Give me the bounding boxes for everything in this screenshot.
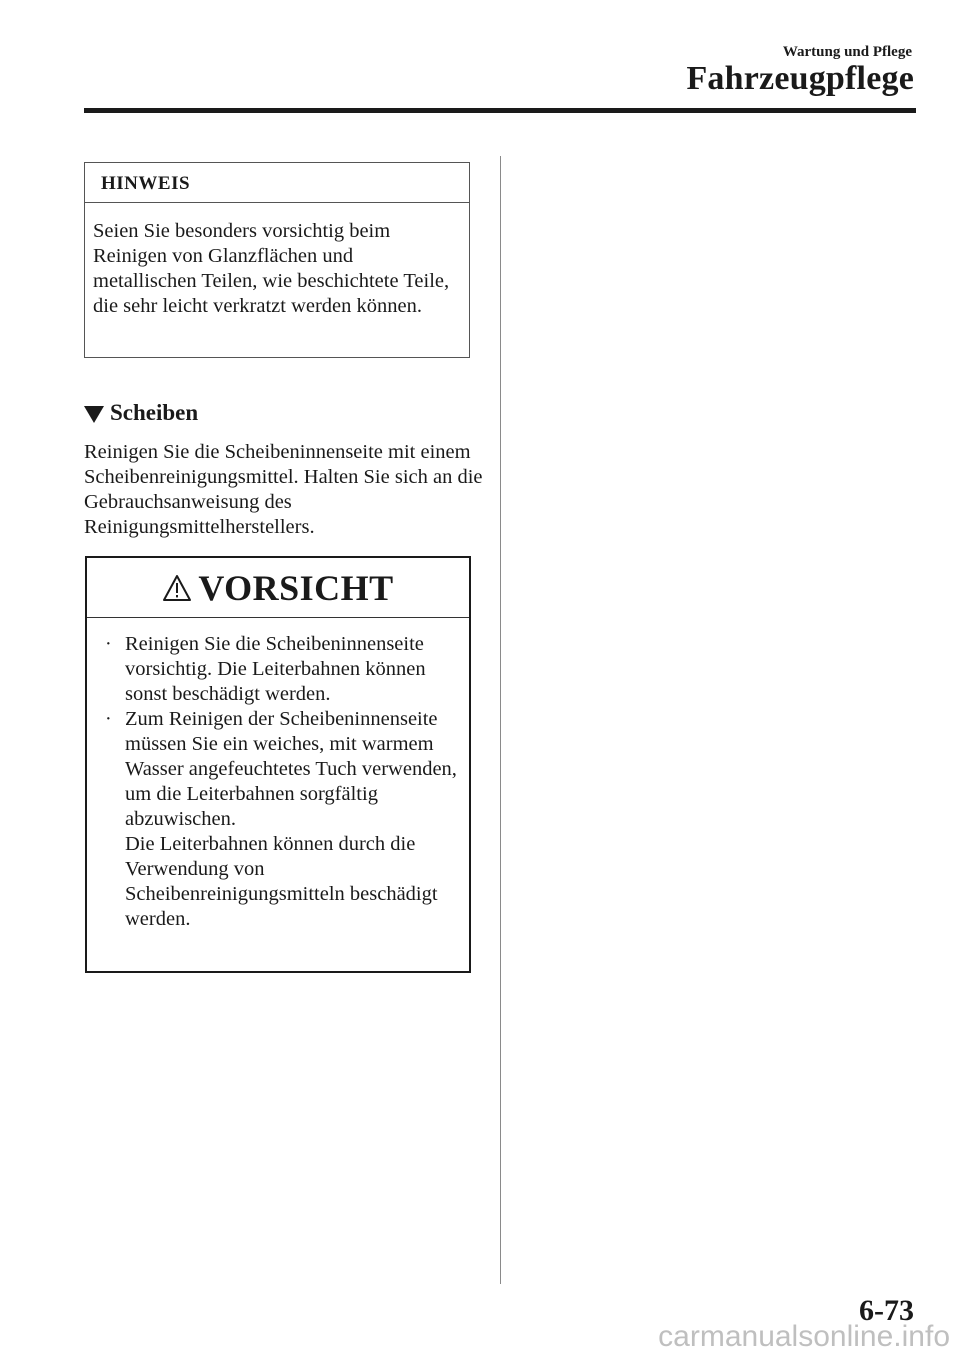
bullet-icon: · xyxy=(105,633,112,655)
caution-item xyxy=(103,632,461,707)
watermark: carmanualsonline.info xyxy=(658,1320,950,1353)
caution-list xyxy=(87,618,469,932)
caution-item-text: Zum Reinigen der Scheibeninnenseite müssen Sie ein weiches, mit warmem Wasser angefeuchtetes Tuch verwenden, um die Leiterbahnen sorgfältig abzuwischen. xyxy=(125,708,457,830)
note-label: HINWEIS xyxy=(85,163,469,203)
section-body: Reinigen Sie die Scheibeninnenseite mit einem Scheibenreinigungsmittel. Halten Sie sich an die Gebrauchsanweisung des Reinigungsmittelherstellers. xyxy=(84,441,483,538)
caution-title: VORSICHT xyxy=(198,567,394,608)
section-heading-text: Scheiben xyxy=(110,400,199,425)
section-heading xyxy=(84,400,198,426)
column-divider xyxy=(500,156,501,1284)
page-number: 6-73 xyxy=(859,1294,914,1327)
bullet-icon: · xyxy=(105,708,112,730)
header-title: Fahrzeugpflege xyxy=(686,60,914,97)
warning-triangle-icon xyxy=(162,574,192,602)
header-rule xyxy=(84,108,916,113)
caution-item-text: Reinigen Sie die Scheibeninnenseite vorsichtig. Die Leiterbahnen können sonst beschädigt werden. xyxy=(125,633,426,705)
note-text: Seien Sie besonders vorsichtig beim Reinigen von Glanzflächen und metallischen Teilen, wie beschichtete Teile, die sehr leicht verkratzt werden können. xyxy=(93,220,450,317)
triangle-down-icon xyxy=(84,406,104,423)
header-section-label: Wartung und Pflege xyxy=(782,44,912,60)
caution-item xyxy=(103,707,461,932)
caution-header xyxy=(87,558,469,618)
caution-item-continuation: Die Leiterbahnen können durch die Verwendung von Scheibenreinigungsmitteln beschädigt werden. xyxy=(125,833,438,930)
note-box xyxy=(84,162,470,358)
caution-box xyxy=(85,556,471,973)
